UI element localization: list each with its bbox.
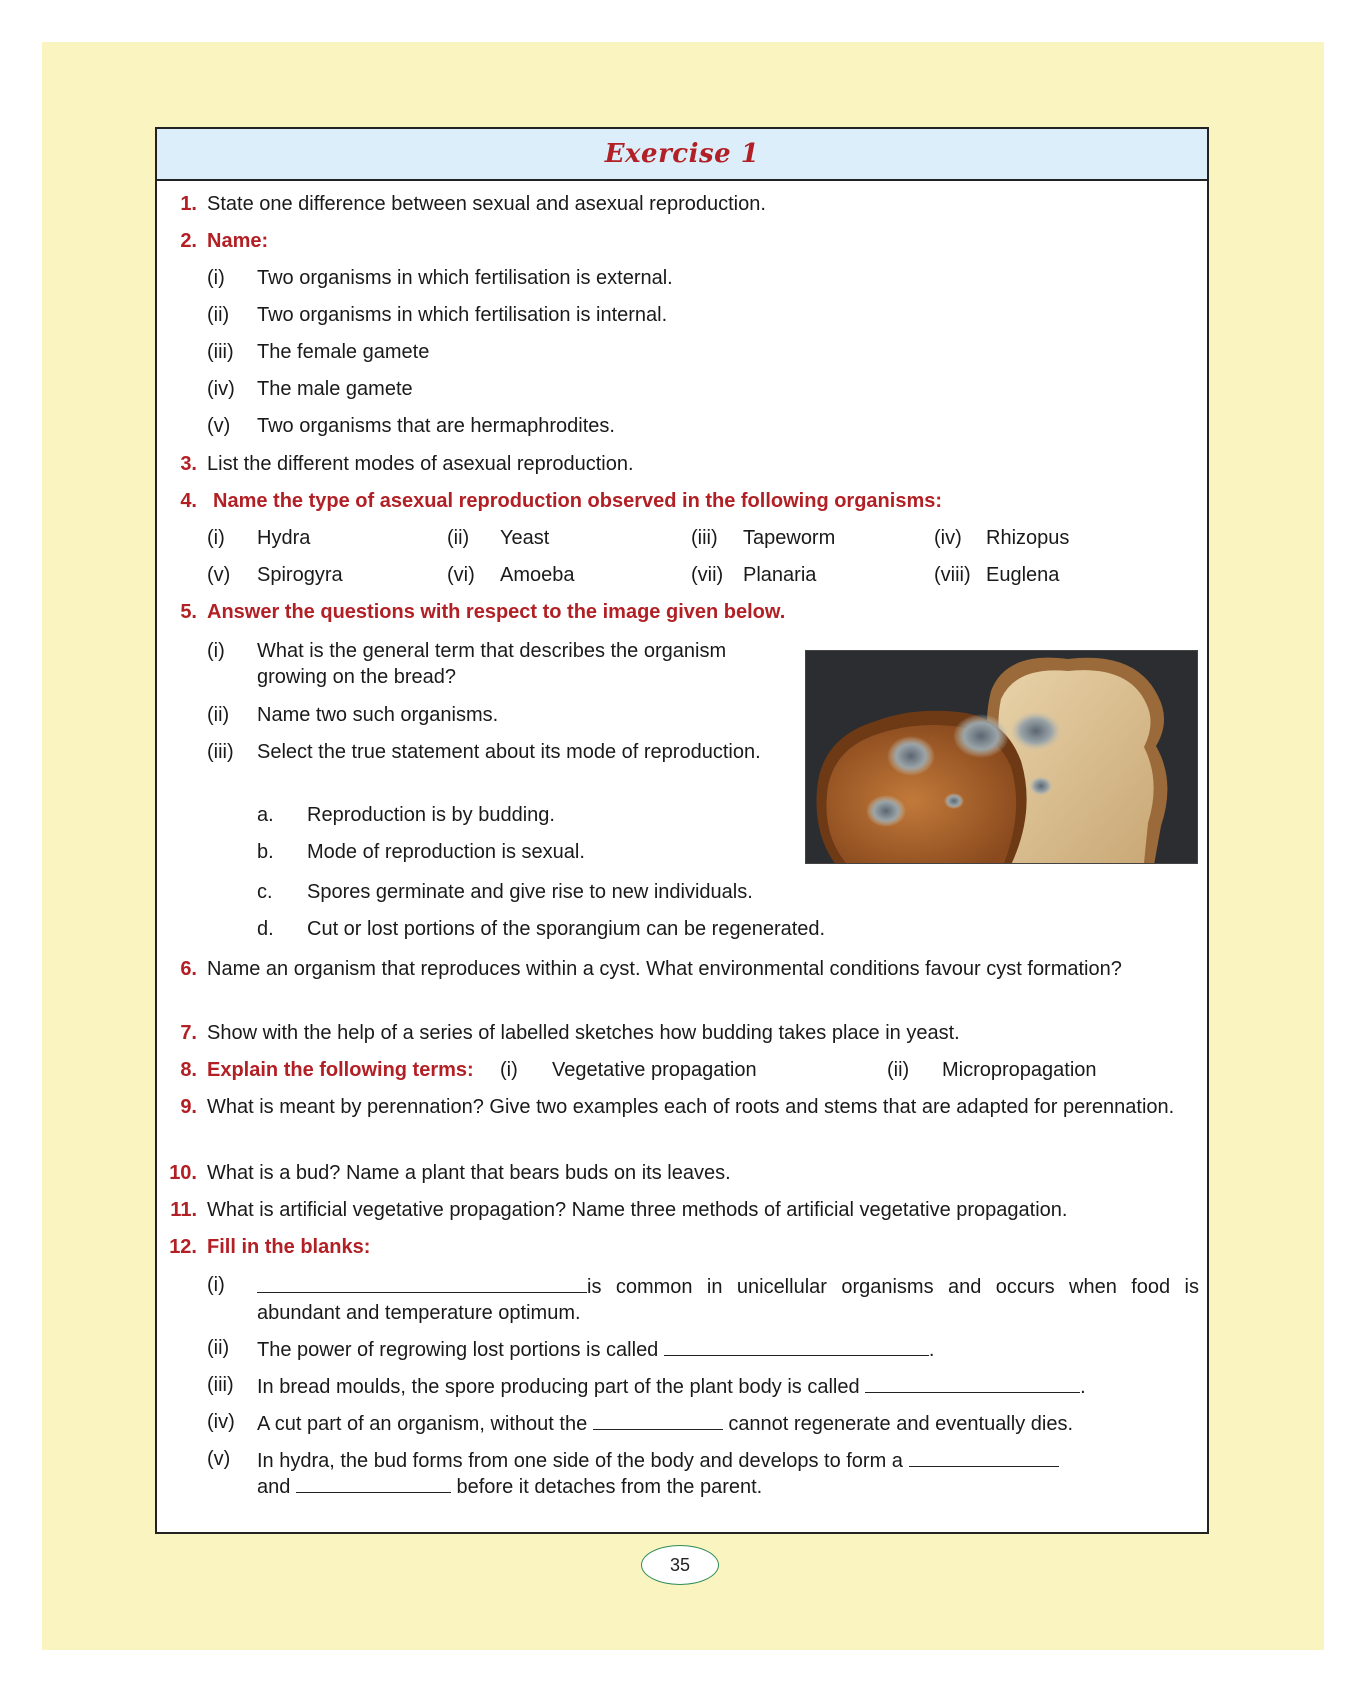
blank-text-after: before it detaches from the parent.	[456, 1476, 763, 1498]
term-label: (i)	[500, 1059, 518, 1081]
blank-text-before: In hydra, the bud forms from one side of the body and develops to form a	[257, 1450, 903, 1472]
answer-blank	[593, 1409, 723, 1430]
organism-label: (i)	[207, 527, 225, 549]
sub-label: (iii)	[207, 1374, 234, 1396]
sub-label: (iii)	[207, 341, 234, 363]
question-number: 3.	[180, 453, 197, 475]
organism-name: Rhizopus	[986, 527, 1070, 549]
option-text: Mode of reproduction is sexual.	[307, 841, 585, 863]
question-number: 9.	[180, 1096, 197, 1118]
sub-text: Name two such organisms.	[257, 704, 499, 726]
organism-label: (ii)	[447, 527, 470, 549]
organism-name: Euglena	[986, 564, 1060, 586]
option-text: Reproduction is by budding.	[307, 804, 555, 826]
term-text: Micropropagation	[942, 1059, 1097, 1081]
sub-text: The male gamete	[257, 378, 413, 400]
organism-name: Planaria	[743, 564, 817, 586]
blank-text-before: In bread moulds, the spore producing part of the plant body is called	[257, 1376, 860, 1398]
sub-text: Two organisms in which fertilisation is internal.	[257, 304, 668, 326]
bread-illustration	[806, 651, 1198, 864]
organism-name: Yeast	[500, 527, 550, 549]
option-text: Spores germinate and give rise to new individuals.	[307, 881, 753, 903]
page-number: 35	[641, 1545, 719, 1585]
sub-text: Select the true statement about its mode of reproduction.	[257, 741, 761, 763]
question-number: 5.	[180, 601, 197, 623]
term-label: (ii)	[887, 1059, 910, 1081]
sub-label: (iv)	[207, 378, 235, 400]
answer-blank	[909, 1446, 1059, 1467]
question-text: Answer the questions with respect to the image given below.	[207, 601, 786, 623]
organism-name: Tapeworm	[743, 527, 836, 549]
organism-name: Spirogyra	[257, 564, 343, 586]
sub-text: Two organisms in which fertilisation is external.	[257, 267, 673, 289]
mouldy-bread-photo	[805, 650, 1198, 864]
term-text: Vegetative propagation	[552, 1059, 757, 1081]
answer-blank	[257, 1272, 587, 1293]
question-text: State one difference between sexual and asexual reproduction.	[207, 193, 766, 215]
question-number: 4.	[180, 490, 197, 512]
organism-label: (viii)	[934, 564, 971, 586]
sub-text: What is the general term that describes the organism growing on the bread?	[257, 640, 727, 688]
option-label: d.	[257, 918, 274, 940]
option-label: a.	[257, 804, 274, 826]
answer-blank	[865, 1372, 1080, 1393]
sub-text	[257, 1335, 1199, 1363]
blank-text-after: is common in unicellular organisms and occurs when food is abundant and temperature optimum.	[257, 1276, 1199, 1324]
question-number: 7.	[180, 1022, 197, 1044]
question-text: What is a bud? Name a plant that bears buds on its leaves.	[207, 1162, 731, 1184]
exercise-header	[157, 129, 1207, 181]
question-number: 10.	[169, 1162, 197, 1184]
organism-label: (vii)	[691, 564, 724, 586]
option-label: b.	[257, 841, 274, 863]
sub-label: (i)	[207, 1274, 225, 1296]
sub-label: (ii)	[207, 1337, 230, 1359]
question-number: 2.	[180, 230, 197, 252]
answer-blank	[664, 1335, 929, 1356]
question-number: 11.	[170, 1199, 197, 1221]
sub-text: The female gamete	[257, 341, 430, 363]
question-number: 8.	[180, 1059, 197, 1081]
sub-label: (iv)	[207, 1411, 235, 1433]
blank-text-before: The power of regrowing lost portions is called	[257, 1339, 659, 1361]
sub-label: (v)	[207, 415, 231, 437]
organism-name: Hydra	[257, 527, 311, 549]
sub-label: (ii)	[207, 704, 230, 726]
sub-label: (i)	[207, 267, 225, 289]
sub-label: (v)	[207, 1448, 231, 1470]
organism-name: Amoeba	[500, 564, 575, 586]
sub-label: (iii)	[207, 741, 234, 763]
organism-label: (iii)	[691, 527, 718, 549]
sub-text	[257, 1472, 1199, 1500]
blank-text-after: .	[928, 1339, 935, 1361]
organism-label: (vi)	[447, 564, 475, 586]
option-text: Cut or lost portions of the sporangium can be regenerated.	[307, 918, 826, 940]
question-text: Name the type of asexual reproduction observed in the following organisms:	[213, 490, 943, 512]
sub-label: (i)	[207, 640, 225, 662]
sub-label: (ii)	[207, 304, 230, 326]
blank-text-before: A cut part of an organism, without the	[257, 1413, 588, 1435]
question-text: Show with the help of a series of labelled sketches how budding takes place in yeast.	[207, 1022, 960, 1044]
sub-text	[257, 1272, 1199, 1326]
question-text: List the different modes of asexual reproduction.	[207, 453, 634, 475]
blank-text-after: .	[1080, 1376, 1086, 1398]
question-text: Explain the following terms:	[207, 1059, 474, 1081]
sub-text: Two organisms that are hermaphrodites.	[257, 415, 615, 437]
question-text: Fill in the blanks:	[207, 1236, 371, 1258]
question-number: 1.	[180, 193, 197, 215]
organism-label: (iv)	[934, 527, 962, 549]
question-text: Name:	[207, 230, 269, 252]
question-text: What is meant by perennation? Give two examples each of roots and stems that are adapted for perennation.	[207, 1096, 1175, 1118]
blank-text-mid: and	[257, 1476, 291, 1498]
sub-text	[257, 1372, 1199, 1400]
question-text: What is artificial vegetative propagation? Name three methods of artificial vegetative propagation.	[207, 1199, 1068, 1221]
question-number: 12.	[169, 1236, 197, 1258]
blank-text-after: cannot regenerate and eventually dies.	[728, 1413, 1073, 1435]
organism-label: (v)	[207, 564, 231, 586]
option-label: c.	[257, 881, 273, 903]
question-number: 6.	[180, 958, 197, 980]
answer-blank	[296, 1472, 451, 1493]
exercise-title: Exercise 1	[604, 139, 760, 169]
sub-text	[257, 1446, 1199, 1474]
question-text: Name an organism that reproduces within a cyst. What environmental conditions favour cyst formation?	[207, 958, 1122, 980]
sub-text	[257, 1409, 1199, 1437]
